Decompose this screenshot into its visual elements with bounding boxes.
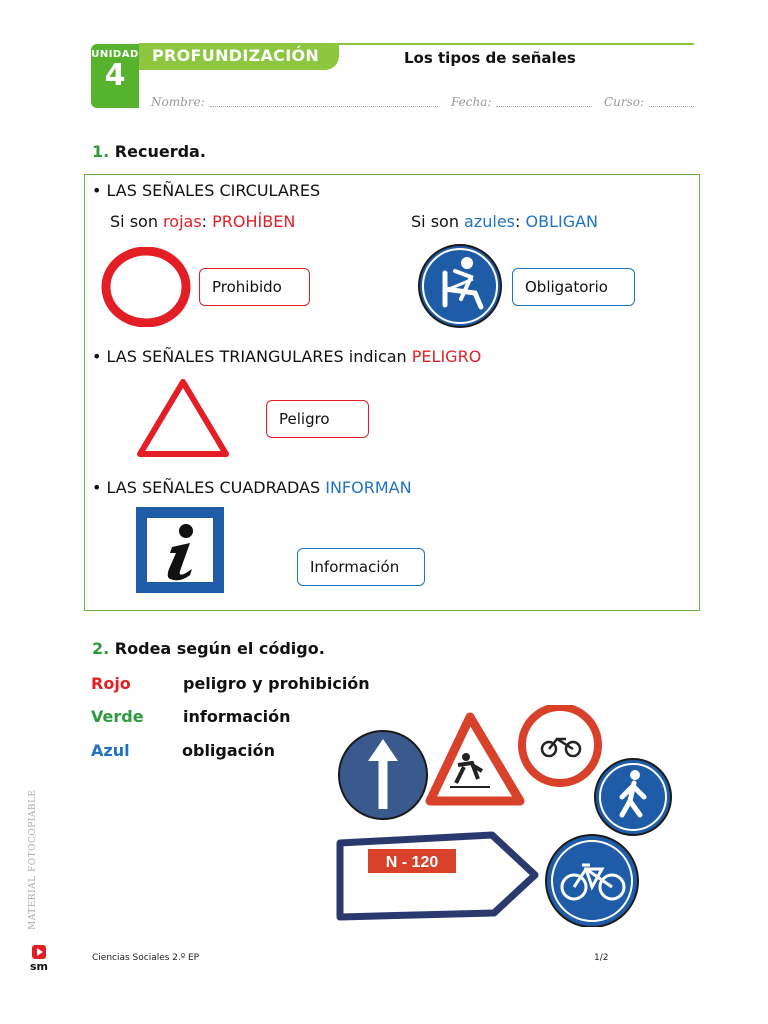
informacion-label: Información	[297, 548, 425, 586]
unit-label: UNIDAD	[91, 49, 139, 60]
informan-word: INFORMAN	[325, 478, 412, 497]
name-field[interactable]	[210, 106, 438, 107]
question-2-title	[92, 639, 325, 658]
peligro-word: PELIGRO	[411, 347, 482, 366]
legend-green-meaning: información	[183, 707, 291, 726]
unit-number: 4	[104, 58, 126, 93]
legend-blue: Azul	[91, 741, 130, 760]
square-heading: • LAS SEÑALES CUADRADAS INFORMAN	[92, 478, 412, 497]
legend-red: Rojo	[91, 674, 131, 693]
triangular-heading: • LAS SEÑALES TRIANGULARES indican PELIGRO	[92, 347, 482, 366]
photocopiable-note: MATERIAL FOTOCOPIABLE	[28, 789, 38, 930]
unit-badge	[91, 44, 139, 108]
children-warning-sign-icon	[430, 717, 520, 801]
direction-sign-icon	[340, 835, 535, 917]
question-1-title	[92, 142, 206, 161]
legend-red-meaning: peligro y prohibición	[183, 674, 370, 693]
footer-page: 1/2	[594, 953, 609, 963]
seatbelt-sign-icon	[415, 243, 505, 329]
question-1-number: 1.	[92, 142, 110, 161]
course-field[interactable]	[649, 106, 694, 107]
question-1-text: Recuerda.	[114, 142, 206, 161]
obligan-word: OBLIGAN	[525, 212, 599, 231]
arrow-up-sign-icon	[339, 731, 427, 819]
page-title: Los tipos de señales	[404, 49, 576, 67]
information-sign-icon	[136, 507, 224, 593]
prohibition-sign-icon	[101, 247, 191, 327]
section-label: PROFUNDIZACIÓN	[152, 46, 320, 65]
pedestrian-sign-icon	[595, 759, 671, 835]
circular-heading: • LAS SEÑALES CIRCULARES	[92, 181, 321, 200]
legend-blue-meaning: obligación	[182, 741, 276, 760]
date-label: Fecha:	[451, 95, 492, 109]
prohiben-word: PROHÍBEN	[212, 212, 296, 231]
question-2-number: 2.	[92, 639, 110, 658]
warning-triangle-icon	[134, 376, 232, 460]
blue-rule: Si son azules: OBLIGAN	[411, 212, 599, 231]
road-number-text: N - 120	[385, 854, 439, 871]
prohibido-label: Prohibido	[199, 268, 310, 306]
red-word: rojas	[163, 212, 202, 231]
peligro-label: Peligro	[266, 400, 369, 438]
course-label: Curso:	[604, 95, 645, 109]
name-label: Nombre:	[151, 95, 205, 109]
obligatorio-label: Obligatorio	[512, 268, 635, 306]
date-field[interactable]	[496, 106, 592, 107]
no-bicycles-sign-icon	[522, 707, 598, 783]
blue-word: azules	[464, 212, 516, 231]
sm-logo-icon	[32, 945, 46, 959]
question-2-text: Rodea según el código.	[114, 639, 325, 658]
bicycle-lane-sign-icon	[546, 835, 638, 927]
sm-logo-text: sm	[30, 960, 49, 973]
footer-subject: Ciencias Sociales 2.º EP	[92, 953, 200, 963]
legend-green: Verde	[91, 707, 144, 726]
red-rule: Si son rojas: PROHÍBEN	[110, 212, 296, 231]
signs-illustration	[330, 705, 678, 927]
